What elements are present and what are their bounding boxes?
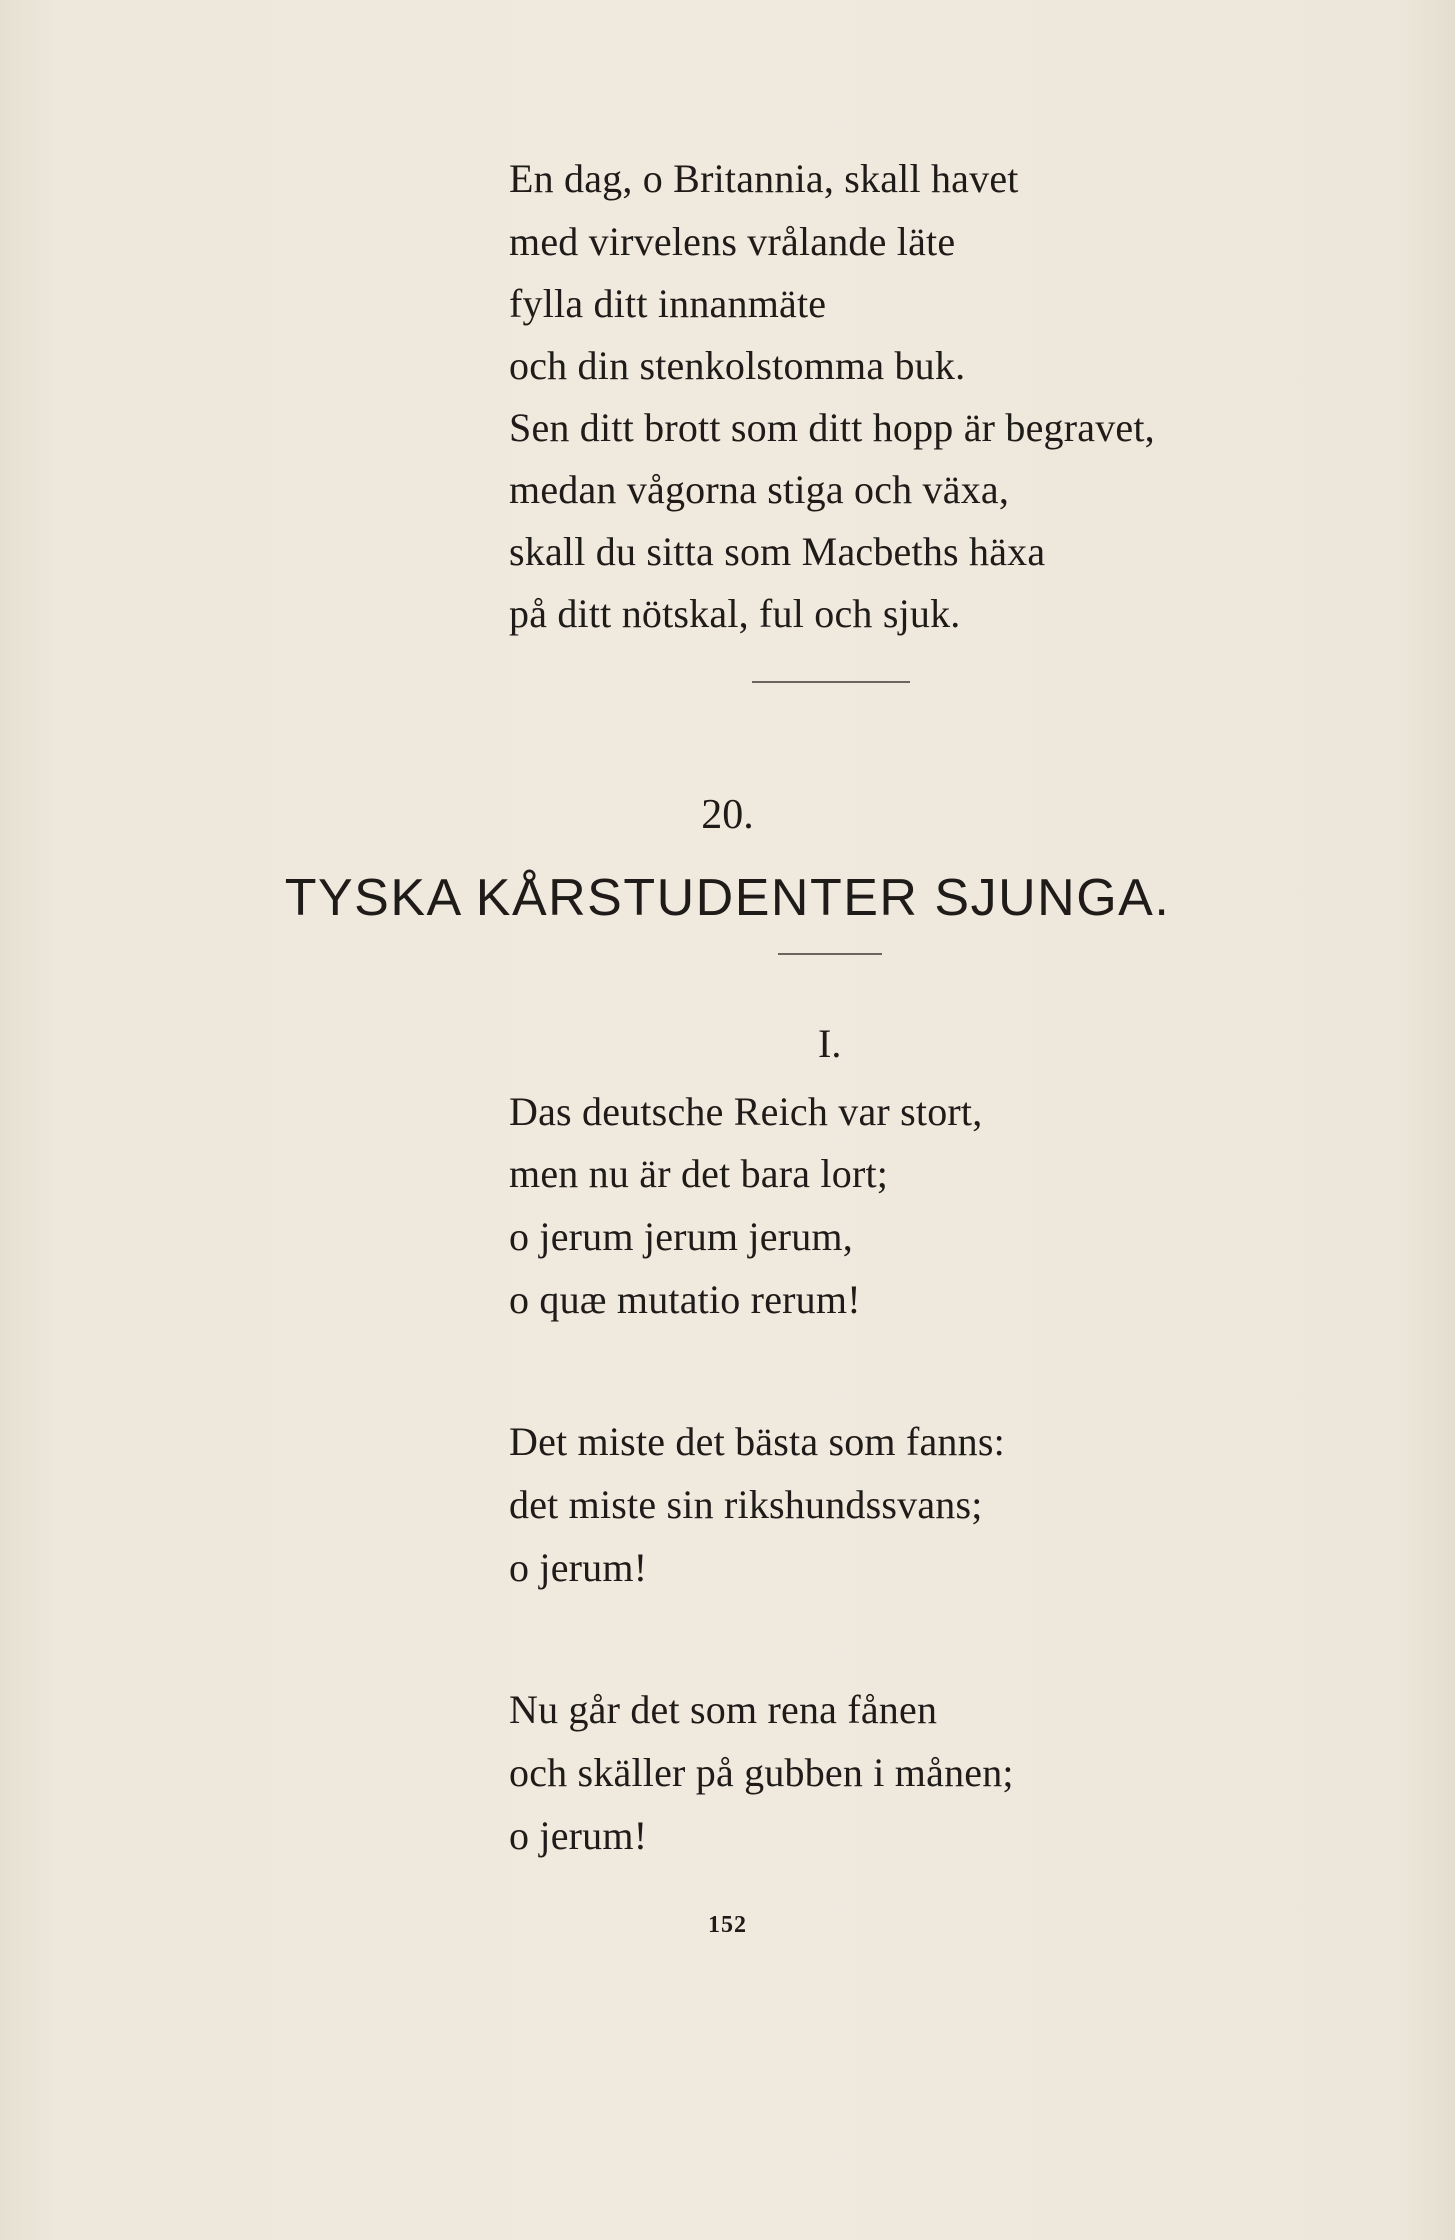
page-number: 152: [708, 1912, 747, 1938]
verse-line: medan vågorna stiga och växa,: [509, 467, 1010, 512]
verse-line: Sen ditt brott som ditt hopp är begravet,: [509, 405, 1155, 450]
verse-line: o jerum jerum jerum,: [509, 1214, 853, 1259]
title-divider: [778, 953, 882, 955]
verse-line: Nu går det som rena fånen: [509, 1687, 938, 1732]
verse-line: Det miste det bästa som fanns:: [509, 1419, 1005, 1464]
verse-line: och skäller på gubben i månen;: [509, 1750, 1014, 1795]
verse-line: o jerum!: [509, 1545, 648, 1590]
verse-line: o jerum!: [509, 1813, 648, 1858]
verse-line: En dag, o Britannia, skall havet: [509, 156, 1019, 201]
verse-line: på ditt nötskal, ful och sjuk.: [509, 591, 961, 636]
poem-title: TYSKA KÅRSTUDENTER SJUNGA.: [284, 869, 1171, 927]
verse-line: det miste sin rikshundssvans;: [509, 1482, 983, 1527]
verse-line: med virvelens vrålande läte: [509, 219, 956, 264]
verse-line: och din stenkolstomma buk.: [509, 343, 966, 388]
verse-line: fylla ditt innanmäte: [509, 281, 827, 326]
verse-line: o quæ mutatio rerum!: [509, 1277, 861, 1322]
verse-line: men nu är det bara lort;: [509, 1151, 889, 1196]
verse-line: Das deutsche Reich var stort,: [509, 1089, 983, 1134]
poem-number: 20.: [701, 792, 754, 838]
section-divider: [752, 681, 910, 683]
part-number: I.: [818, 1021, 842, 1066]
verse-line: skall du sitta som Macbeths häxa: [509, 529, 1046, 574]
